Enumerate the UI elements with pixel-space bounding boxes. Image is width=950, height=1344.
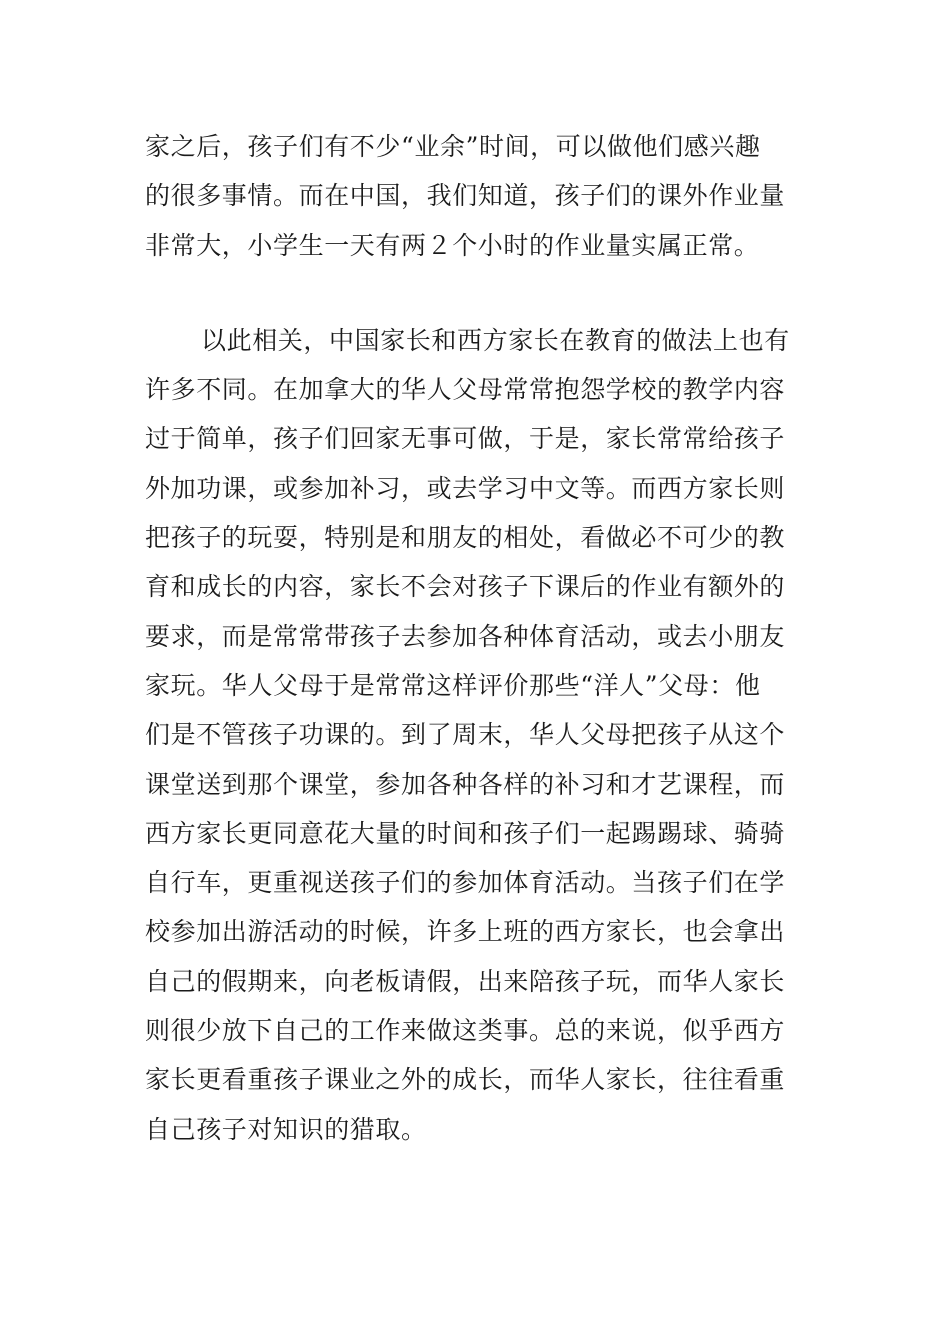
text-line: 自己孩子对知识的猎取。 <box>145 1114 427 1144</box>
text-line: 许多不同。在加拿大的华人父母常常抱怨学校的教学内容 <box>145 375 786 405</box>
text-line: 西方家长更同意花大量的时间和孩子们一起踢踢球、骑骑 <box>145 818 786 848</box>
text-line: 把孩子的玩耍，特别是和朋友的相处，看做必不可少的教 <box>145 523 786 553</box>
text-line: 家长更看重孩子课业之外的成长，而华人家长，往往看重 <box>145 1065 786 1095</box>
text-line: 校参加出游活动的时候，许多上班的西方家长，也会拿出 <box>145 917 786 947</box>
document-body <box>145 122 807 1154</box>
text-line: 家之后，孩子们有不少“业余”时间，可以做他们感兴趣 <box>145 132 761 161</box>
paragraph-1 <box>145 122 807 270</box>
text-line: 自己的假期来，向老板请假，出来陪孩子玩，而华人家长 <box>145 966 786 996</box>
text-line-first: 以此相关，中国家长和西方家长在教育的做法上也有 <box>201 325 790 355</box>
text-line: 课堂送到那个课堂，参加各种各样的补习和才艺课程，而 <box>145 769 786 799</box>
paragraph-2 <box>145 316 807 1154</box>
text-line: 过于简单，孩子们回家无事可做，于是，家长常常给孩子 <box>145 424 786 454</box>
text-line: 非常大，小学生一天有两２个小时的作业量实属正常。 <box>145 230 760 260</box>
text-line: 外加功课，或参加补习，或去学习中文等。而西方家长则 <box>145 473 786 503</box>
text-line: 则很少放下自己的工作来做这类事。总的来说，似乎西方 <box>145 1016 786 1046</box>
paragraph-spacer <box>145 270 807 316</box>
text-line: 们是不管孩子功课的。到了周末，华人父母把孩子从这个 <box>145 720 786 750</box>
text-line: 育和成长的内容，家长不会对孩子下课后的作业有额外的 <box>145 572 786 602</box>
text-line: 的很多事情。而在中国，我们知道，孩子们的课外作业量 <box>145 181 786 211</box>
text-line: 自行车，更重视送孩子们的参加体育活动。当孩子们在学 <box>145 868 786 898</box>
text-line: 家玩。华人父母于是常常这样评价那些“洋人”父母：他 <box>145 670 761 700</box>
text-line: 要求，而是常常带孩子去参加各种体育活动，或去小朋友 <box>145 621 786 651</box>
